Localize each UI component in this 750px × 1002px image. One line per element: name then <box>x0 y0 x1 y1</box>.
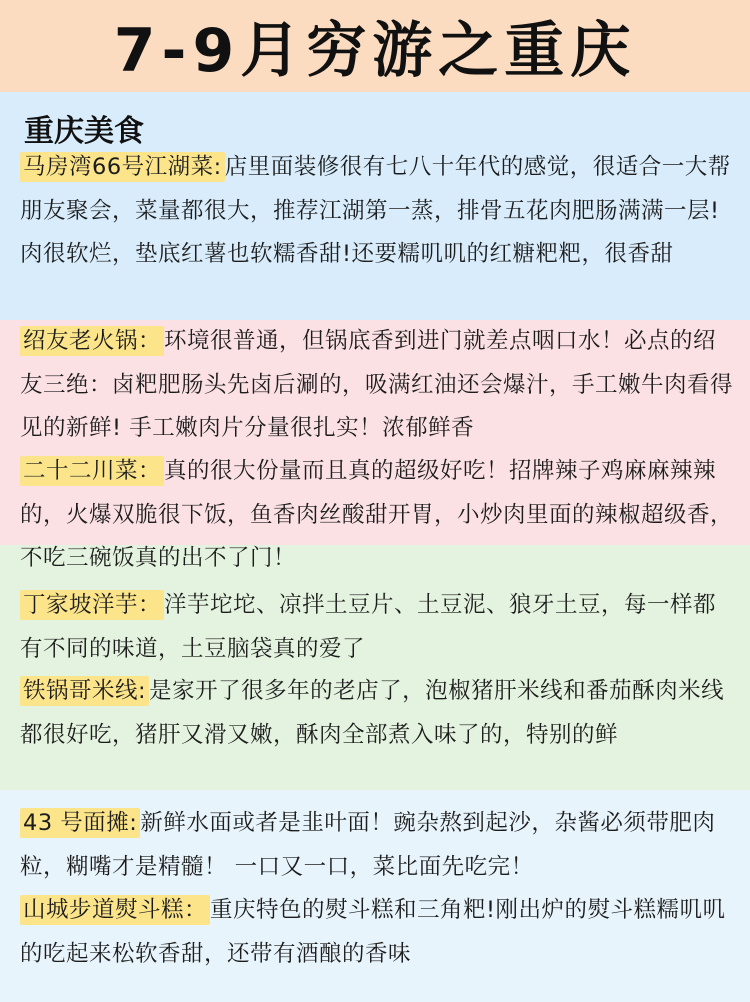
restaurant-name: 马房湾66号江湖菜: <box>20 152 225 182</box>
section-title: 重庆美食 <box>24 114 144 149</box>
restaurant-name: 山城步道熨斗糕： <box>20 895 210 925</box>
food-entry-43-mian <box>20 802 734 889</box>
restaurant-name: 绍友老火锅： <box>20 326 164 356</box>
restaurant-description: 店里面装修很有七八十年代的感觉，很适合一大帮朋友聚会，菜量都很大，推荐江湖第一蒸，排骨五花肉肥肠满满一层!肉很软烂，垫底红薯也软糯香甜!还要糯叽叽的红糖粑粑，很香甜 <box>20 154 731 267</box>
food-entry-dingjiapo <box>20 584 734 671</box>
restaurant-name: 二十二川菜： <box>20 456 164 486</box>
food-entry-tieguoge <box>20 670 734 757</box>
restaurant-name: 铁锅哥米线: <box>20 676 149 706</box>
page-title: 7-9月穷游之重庆 <box>113 16 637 86</box>
food-entry-ershier <box>20 450 734 581</box>
food-entry-yundougao <box>20 889 734 976</box>
page-header <box>0 0 750 92</box>
restaurant-description: 真的很大份量而且真的超级好吃！招牌辣子鸡麻麻辣辣的，火爆双脆很下饭，鱼香肉丝酸甜开胃，小炒肉里面的辣椒超级香，不吃三碗饭真的出不了门！ <box>20 458 734 571</box>
restaurant-name: 丁家坡洋芋： <box>20 590 164 620</box>
restaurant-description: 新鲜水面或者是韭叶面！豌杂熬到起沙，杂酱必须带肥肉粒，糊嘴才是精髓！ 一口又一口，菜比面先吃完！ <box>20 810 716 880</box>
restaurant-description: 环境很普通，但锅底香到进门就差点咽口水！必点的绍友三绝：卤粑肥肠头先卤后涮的，吸满红油还会爆汁，手工嫩牛肉看得见的新鲜! 手工嫩肉片分量很扎实！浓郁鲜香 <box>20 328 734 441</box>
restaurant-name: 43 号面摊: <box>20 808 140 838</box>
restaurant-description: 是家开了很多年的老店了，泡椒猪肝米线和番茄酥肉米线都很好吃，猪肝又滑又嫩，酥肉全部煮入味了的，特别的鲜 <box>20 678 725 748</box>
restaurant-description: 重庆特色的熨斗糕和三角粑!刚出炉的熨斗糕糯叽叽的吃起来松软香甜，还带有酒酿的香味 <box>20 897 726 967</box>
restaurant-description: 洋芋坨坨、凉拌土豆片、土豆泥、狼牙土豆，每一样都有不同的味道，土豆脑袋真的爱了 <box>20 592 717 662</box>
food-entry-mafangwan <box>20 146 734 277</box>
food-entry-shaoyou <box>20 320 734 451</box>
